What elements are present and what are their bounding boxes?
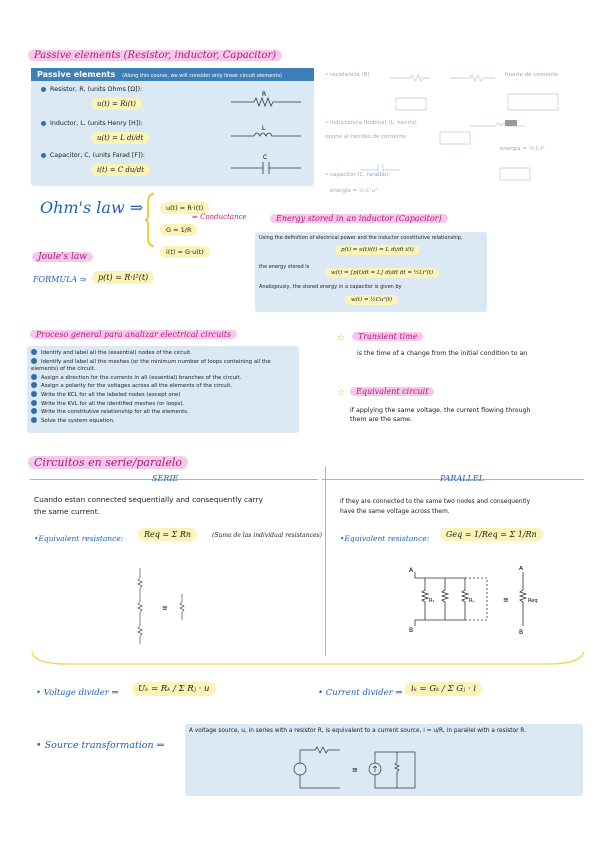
energy-eq-3: w(t) = ½Cu²(t): [345, 295, 398, 305]
process-step: Assign a direction for the currents in all (essential) branches of the circuit.: [31, 374, 299, 383]
parallel-label: PARALLEL: [440, 474, 485, 483]
source-transformation-label: • Source transformation ⇒: [36, 740, 165, 751]
bullet-icon: [41, 153, 46, 158]
note-inductor-opposes: opone al cambio de corriente: [325, 134, 406, 140]
parallel-rn: Rₙ: [469, 598, 475, 604]
step-bullet-icon: [31, 417, 37, 423]
capacitor-symbol-label: C: [263, 154, 268, 161]
equivalent-title: Equivalent circuit: [350, 387, 434, 396]
voltage-divider-eq: Uₖ = Rₖ / Σ Rⱼ · u: [132, 682, 216, 696]
energy-line-2: the energy stored is: [259, 264, 310, 270]
resistor-eq: u(t) = Ri(t): [91, 98, 142, 110]
note-inductor: • inductancia (bobina) (L, henrio): [325, 120, 417, 126]
energy-eq-1: p(t) = u(t)i(t) = L di/dt i(t): [335, 245, 420, 255]
eq-resistance-label-parallel: •Equivalent resistance:: [340, 534, 430, 543]
energy-title: Energy stored in an inductor (Capacitor): [270, 214, 448, 223]
req-node-b: B: [519, 629, 524, 636]
bullet-icon: [41, 87, 46, 92]
note-capacitor-energy: energía = ½·C·u²: [330, 188, 378, 194]
energy-eq-2: w(t) = ∫p(t)dt = L∫ di/dt dt = ½Li²(t): [325, 268, 439, 278]
source-text: A voltage source, u, in series with a resistor R, is equivalent to a current source, i = u/R, in parallel with a resistor R.: [189, 728, 526, 734]
equivalent-text: if applying the same voltage, the current flowing through them are the same.: [350, 407, 531, 423]
resistor-symbol-label: R: [262, 91, 267, 98]
ohm-eq-3: i(t) = G·u(t): [160, 246, 210, 258]
note-current-source: fuente de corriente: [505, 72, 558, 78]
step-bullet-icon: [31, 400, 37, 406]
inductor-eq: u(t) = L di/dt: [91, 132, 149, 144]
process-box: [27, 346, 299, 433]
step-bullet-icon: [31, 349, 37, 355]
step-bullet-icon: [31, 374, 37, 380]
current-divider-label: • Current divider ⇒: [318, 688, 403, 698]
process-title: Proceso general para analizar electrical circuits: [30, 330, 237, 339]
process-step: Write the KCL for all the labeled nodes (except one): [31, 391, 299, 400]
transient-title: Transient time: [352, 332, 423, 341]
parallel-schematic: [395, 566, 545, 636]
energy-box: [255, 232, 487, 312]
parallel-node-a: A: [409, 567, 414, 574]
source-schematic: [285, 744, 485, 794]
source-equiv-sign: ≡: [352, 766, 358, 774]
req-label: Req: [528, 598, 538, 604]
ohm-eqs: [160, 195, 210, 258]
star-icon: ☆: [337, 388, 346, 398]
section-bracket: [28, 650, 588, 670]
process-step: Assign a polarity for the voltages across all the elements of the circuit.: [31, 382, 299, 391]
parallel-node-b: B: [409, 627, 414, 634]
joule-formula: p(t) = R·i²(t): [92, 271, 154, 284]
process-step: Identify and label all the meshes (or the minimum number of loops containing all the elements) of the circuit.: [31, 358, 271, 373]
req-node-a: A: [519, 566, 524, 572]
serie-text: Cuando estan connected sequentially and consequently carry the same current.: [34, 495, 263, 516]
passive-title: Passive elements (Resistor, inductor, Capacitor): [28, 50, 282, 61]
ohm-brace-icon: [144, 192, 156, 248]
note-capacitor: • capacitor (C, faradio): [325, 172, 389, 178]
step-bullet-icon: [31, 382, 37, 388]
note-resistor: • resistencia (R): [325, 72, 370, 78]
star-icon: ☆: [337, 333, 346, 343]
joule-formula-label: FORMULA ⇒: [33, 275, 87, 284]
step-bullet-icon: [31, 408, 37, 414]
passive-box: [31, 68, 314, 186]
serie-label: SERIE: [152, 474, 179, 483]
capacitor-item: Capacitor, C, (units Farad [F]):: [41, 152, 145, 160]
source-box: [185, 724, 583, 796]
ohm-title: Ohm's law ⇒: [40, 198, 144, 217]
req-serie-eq: Req = Σ Rn: [138, 528, 197, 541]
divider-vertical: [325, 466, 326, 656]
passive-bar: Passive elements (Along this course, we will consider only linear circuit elements): [31, 68, 314, 81]
parallel-r1: R₁: [429, 598, 435, 604]
req-parallel-eq: Geq = 1/Req = Σ 1/Rn: [440, 528, 543, 541]
current-divider-eq: iₖ = Gₖ / Σ Gⱼ · i: [405, 682, 482, 696]
conductance-label: ⇒ Conductance: [192, 213, 247, 221]
req-serie-note: (Suma de las individual resistances): [212, 532, 322, 539]
inductor-symbol-label: L: [262, 125, 266, 132]
ohm-eq-2: G = 1/R: [160, 224, 197, 236]
inductor-item: Inductor, L, (units Henry [H]):: [41, 120, 143, 128]
transient-text: is the time of a change from the initial condition to an: [357, 350, 528, 357]
process-step: Write the constitutive relationship for all the elements.: [31, 408, 299, 417]
note-inductor-energy: energía = ½·L·i²: [500, 146, 545, 152]
step-bullet-icon: [31, 391, 37, 397]
process-step: Write the KVL for all the identified meshes (or loops).: [31, 400, 299, 409]
process-step: Solve the system equation.: [31, 417, 299, 426]
parallel-equiv-sign: ≡: [503, 596, 509, 604]
energy-line-1: Using the definition of electrical power and the inductor constitutive relationship,: [259, 235, 463, 241]
process-step: Identify and label all the (essential) nodes of the circuit.: [31, 349, 299, 358]
element-symbols: [226, 90, 306, 180]
step-bullet-icon: [31, 358, 37, 364]
parallel-text: if they are connected to the same two nodes and consequently have the same voltage across them.: [340, 498, 531, 515]
eq-resistance-label-serie: •Equivalent resistance:: [34, 534, 124, 543]
energy-line-3: Analogously, the stored energy in a capacitor is given by: [259, 284, 402, 290]
voltage-divider-label: • Voltage divider ⇒: [36, 688, 119, 698]
capacitor-eq: i(t) = C du/dt: [91, 164, 150, 176]
ohm-eq-1: u(t) = R·i(t): [160, 202, 209, 214]
resistor-item: Resistor, R, (units Ohms [Ω]):: [41, 86, 142, 94]
notes-sketches: [320, 60, 580, 210]
series-schematic: [130, 566, 200, 646]
bullet-icon: [41, 121, 46, 126]
series-parallel-title: Circuitos en serie/paralelo: [28, 456, 188, 469]
series-equiv-sign: ≡: [162, 604, 168, 612]
joule-title: Joule's law: [32, 252, 93, 262]
